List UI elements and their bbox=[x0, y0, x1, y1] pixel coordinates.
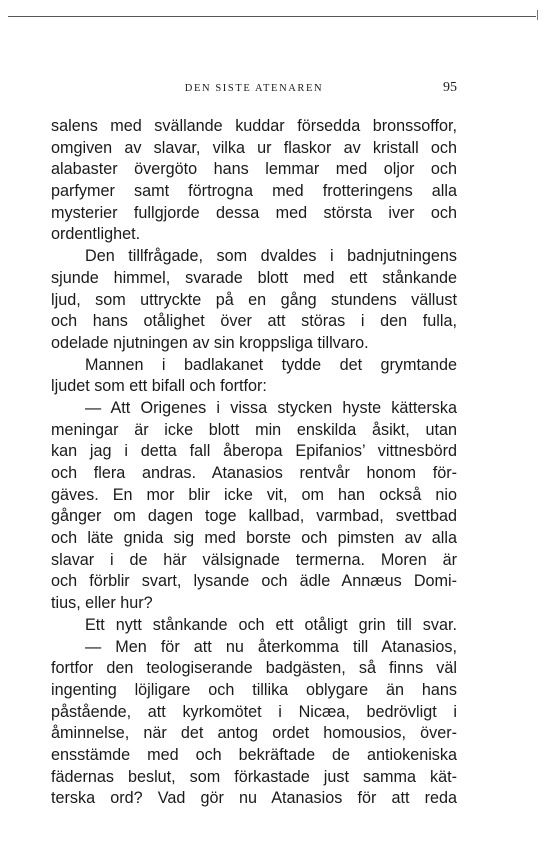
text-line: alabaster övergöto hans lemmar med oljor och bbox=[51, 160, 457, 179]
text-line: fortfor den teologiserande badgästen, så finns väl bbox=[51, 659, 457, 678]
text-line: omgiven av slavar, vilka ur flaskor av kristall och bbox=[51, 138, 457, 157]
text-line: och flera andras. Atanasios rentvår honom för- bbox=[51, 464, 457, 482]
text-line: Mannen i badlakanet tydde det grymtande bbox=[85, 355, 457, 374]
text-line: — Att Origenes i vissa stycken hyste kätterska bbox=[85, 398, 457, 417]
body-text bbox=[51, 116, 457, 810]
text-line: ordentlighet. bbox=[51, 225, 141, 244]
text-line: gäves. En mor blir icke vit, om han också nio bbox=[51, 485, 457, 504]
text-line: ingenting löjligare och tillika oblygare än hans bbox=[51, 680, 457, 699]
page-header bbox=[51, 80, 457, 100]
text-line: — Men för att nu återkomma till Atanasios, bbox=[85, 637, 457, 656]
text-line: och förblir svart, lysande och ädle Annæus Domi- bbox=[51, 572, 457, 591]
edge-mark bbox=[537, 10, 538, 20]
text-line: fädernas beslut, som förkastade just samma kät- bbox=[51, 767, 457, 786]
text-line: salens med svällande kuddar försedda bronssoffor, bbox=[51, 117, 457, 135]
text-line: åminnelse, när det antog ordet homousios, över- bbox=[51, 724, 457, 743]
text-line: odelade njutningen av sin kroppsliga tillvaro. bbox=[51, 333, 369, 352]
text-line: och hans otålighet över att störas i den fulla, bbox=[51, 312, 457, 331]
page-number: 95 bbox=[443, 80, 457, 95]
text-line: Ett nytt stånkande och ett otåligt grin till svar. bbox=[85, 615, 457, 634]
text-line: kan jag i detta fall åberopa Epifanios’ vittnesbörd bbox=[51, 442, 457, 461]
text-line: och läte gnida sig med borste och pimsten av alla bbox=[51, 529, 457, 548]
text-line: ljudet som ett bifall och fortfor: bbox=[51, 377, 267, 396]
text-line: gånger om dagen toge kallbad, varmbad, svettbad bbox=[51, 507, 457, 526]
text-line: ensstämde med och bekräftade de antiokeniska bbox=[51, 745, 457, 764]
text-line: ljud, som uttryckte på en gång stundens vällust bbox=[51, 290, 457, 309]
top-rule bbox=[8, 16, 536, 17]
text-line: meningar är icke blott min enskilda åsikt, utan bbox=[51, 420, 457, 439]
text-line: parfymer samt förtrogna med frotteringens alla bbox=[51, 182, 457, 201]
text-line: Den tillfrågade, som dvaldes i badnjutningens bbox=[85, 247, 457, 266]
text-line: terska ord? Vad gör nu Atanasios för att reda bbox=[51, 789, 457, 808]
text-line: sjunde himmel, svarade blott med ett stånkande bbox=[51, 268, 457, 287]
text-line: påstående, att kyrkomötet i Nicæa, bedrövligt i bbox=[51, 702, 457, 721]
running-head: DEN SISTE ATENAREN bbox=[184, 83, 324, 94]
text-line: slavar i de här välsignade termerna. Moren är bbox=[51, 550, 457, 569]
text-line: mysterier fullgjorde dessa med största iver och bbox=[51, 203, 457, 222]
text-line: tius, eller hur? bbox=[51, 594, 153, 613]
